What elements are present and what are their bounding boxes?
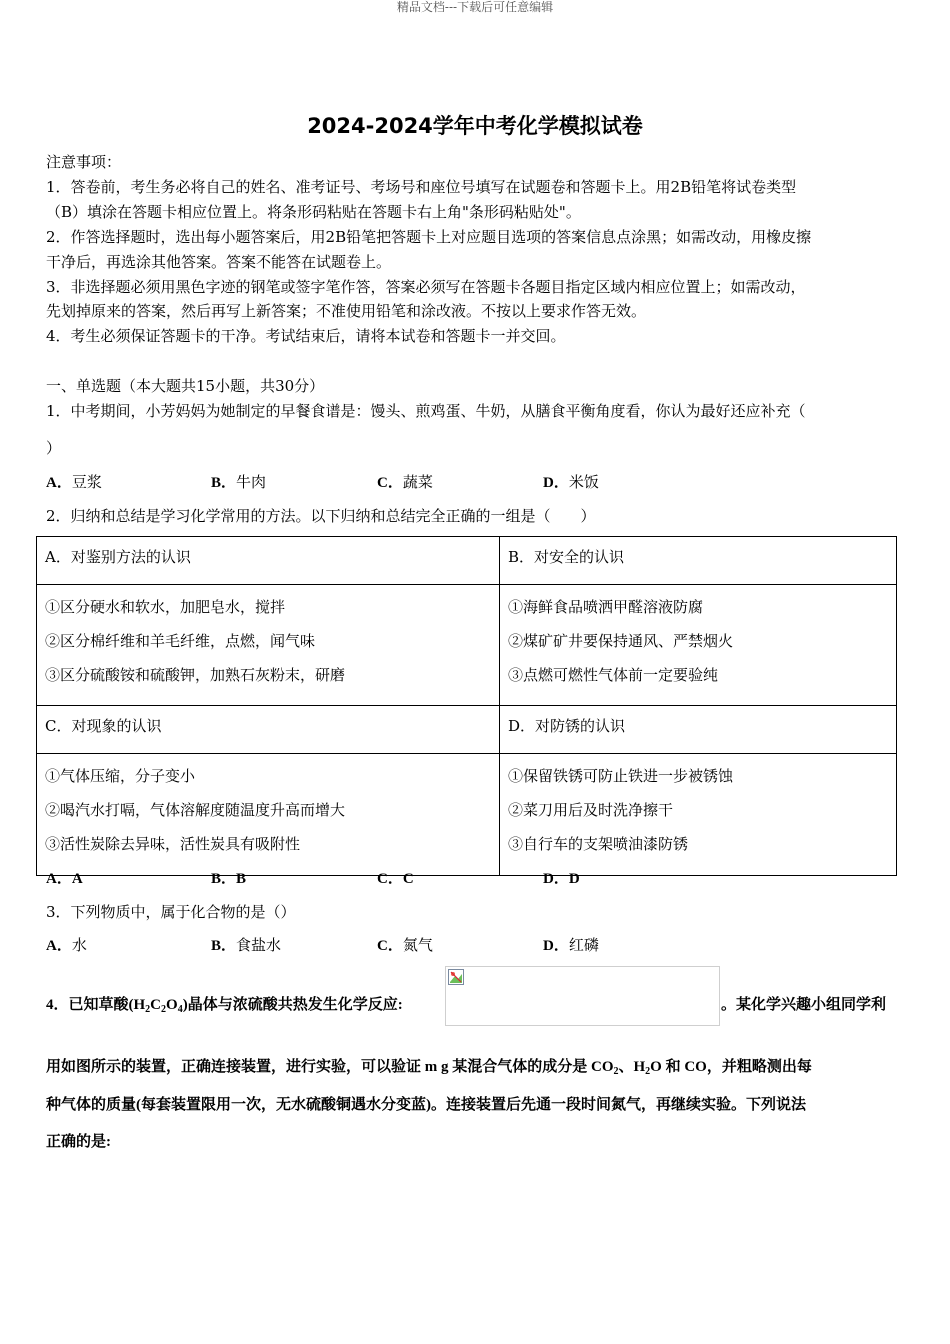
- notice-line: 干净后，再选涂其他答案。答案不能答在试题卷上。: [46, 253, 392, 271]
- table-item: ②区分棉纤维和羊毛纤维，点燃，闻气味: [45, 632, 316, 650]
- table-item: ②喝汽水打嗝，气体溶解度随温度升高而增大: [45, 801, 346, 819]
- q3-option-d[interactable]: D．红磷: [543, 936, 599, 954]
- q2-option-b[interactable]: B．B: [211, 871, 247, 887]
- q2-stem: 2．归纳和总结是学习化学常用的方法。以下归纳和总结完全正确的一组是（ ）: [46, 507, 596, 525]
- reaction-equation-image: [445, 966, 720, 1026]
- q4-stem-after: 。某化学兴趣小组同学利: [721, 997, 887, 1013]
- table-item: ③活性炭除去异味，活性炭具有吸附性: [45, 835, 301, 853]
- notice-line: （B）填涂在答题卡相应位置上。将条形码粘贴在答题卡右上角"条形码粘贴处"。: [46, 203, 581, 221]
- q1-option-b[interactable]: B．牛肉: [211, 473, 267, 491]
- q4-line2: 用如图所示的装置，正确连接装置，进行实验，可以验证 m g 某混合气体的成分是 $CO_2$、$H_2O$ 和 CO，并粗略测出每: [46, 1059, 812, 1077]
- q3-option-c[interactable]: C．氮气: [377, 936, 433, 954]
- table-item: ③点燃可燃性气体前一定要验纯: [508, 666, 719, 684]
- table-item: ②煤矿矿井要保持通风、严禁烟火: [508, 632, 734, 650]
- q3-option-a[interactable]: A．水: [46, 936, 87, 954]
- q1-option-d[interactable]: D．米饭: [543, 473, 599, 491]
- notice-line: 3．非选择题必须用黑色字迹的钢笔或签字笔作答，答案必须写在答题卡各题目指定区域内相应位置上；如需改动，: [46, 278, 806, 296]
- table-item: ①海鲜食品喷洒甲醛溶液防腐: [508, 598, 704, 616]
- table-item: ①区分硬水和软水，加肥皂水，搅拌: [45, 598, 286, 616]
- cell-b-head: B．对安全的认识: [500, 537, 897, 585]
- cell-d-head: D．对防锈的认识: [500, 706, 897, 754]
- q3-stem: 3．下列物质中，属于化合物的是（）: [46, 903, 296, 921]
- cell-c-head: C．对现象的认识: [37, 706, 500, 754]
- notice-line: 1．答卷前，考生务必将自己的姓名、准考证号、考场号和座位号填写在试题卷和答题卡上。用2B铅笔将试卷类型: [46, 178, 797, 196]
- q2-option-a[interactable]: A．A: [46, 871, 83, 887]
- q2-table: [36, 536, 897, 876]
- notice-line: 先划掉原来的答案，然后再写上新答案；不准使用铅笔和涂改液。不按以上要求作答无效。: [46, 302, 647, 320]
- table-item: ①保留铁锈可防止铁进一步被锈蚀: [508, 767, 734, 785]
- table-item: ①气体压缩，分子变小: [45, 767, 196, 785]
- q1-option-a[interactable]: A．豆浆: [46, 473, 102, 491]
- q3-option-b[interactable]: B．食盐水: [211, 936, 282, 954]
- table-item: ③自行车的支架喷油漆防锈: [508, 835, 689, 853]
- q4-line3: 种气体的质量(每套装置限用一次，无水硫酸铜遇水分变蓝)。连接装置后先通一段时间氮气，再继续实验。下列说法: [46, 1097, 806, 1113]
- cell-a-body: [37, 585, 500, 706]
- notice-line: 2．作答选择题时，选出每小题答案后，用2B铅笔把答题卡上对应题目选项的答案信息点涂黑；如需改动，用橡皮擦: [46, 228, 812, 246]
- section-heading: 一、单选题（本大题共15小题，共30分）: [46, 377, 325, 395]
- q2-option-c[interactable]: C．C: [377, 871, 414, 887]
- broken-image-icon: [448, 969, 464, 985]
- q1-option-c[interactable]: C．蔬菜: [377, 473, 433, 491]
- notice-line: 4．考生必须保证答题卡的干净。考试结束后，请将本试卷和答题卡一并交回。: [46, 327, 566, 345]
- page-title: 2024-2024学年中考化学模拟试卷: [307, 114, 643, 138]
- table-item: ③区分硫酸铵和硫酸钾，加熟石灰粉末，研磨: [45, 666, 346, 684]
- cell-d-body: [500, 754, 897, 876]
- notice-heading: 注意事项：: [46, 153, 122, 171]
- header-note: 精品文档---下载后可任意编辑: [396, 0, 554, 14]
- q1-stem: 1．中考期间，小芳妈妈为她制定的早餐食谱是：馒头、煎鸡蛋、牛奶，从膳食平衡角度看，你认为最好还应补充（: [46, 402, 806, 420]
- cell-c-body: [37, 754, 500, 876]
- q4-stem: 4．已知草酸$(H_2C_2O_4)$晶体与浓硫酸共热发生化学反应:: [46, 997, 403, 1015]
- q4-line4: 正确的是:: [46, 1134, 111, 1150]
- table-item: ②菜刀用后及时洗净擦干: [508, 801, 674, 819]
- cell-a-head: A．对鉴别方法的认识: [37, 537, 500, 585]
- cell-b-body: [500, 585, 897, 706]
- q2-option-d[interactable]: D．D: [543, 871, 580, 887]
- q1-stem-end: ）: [46, 439, 62, 457]
